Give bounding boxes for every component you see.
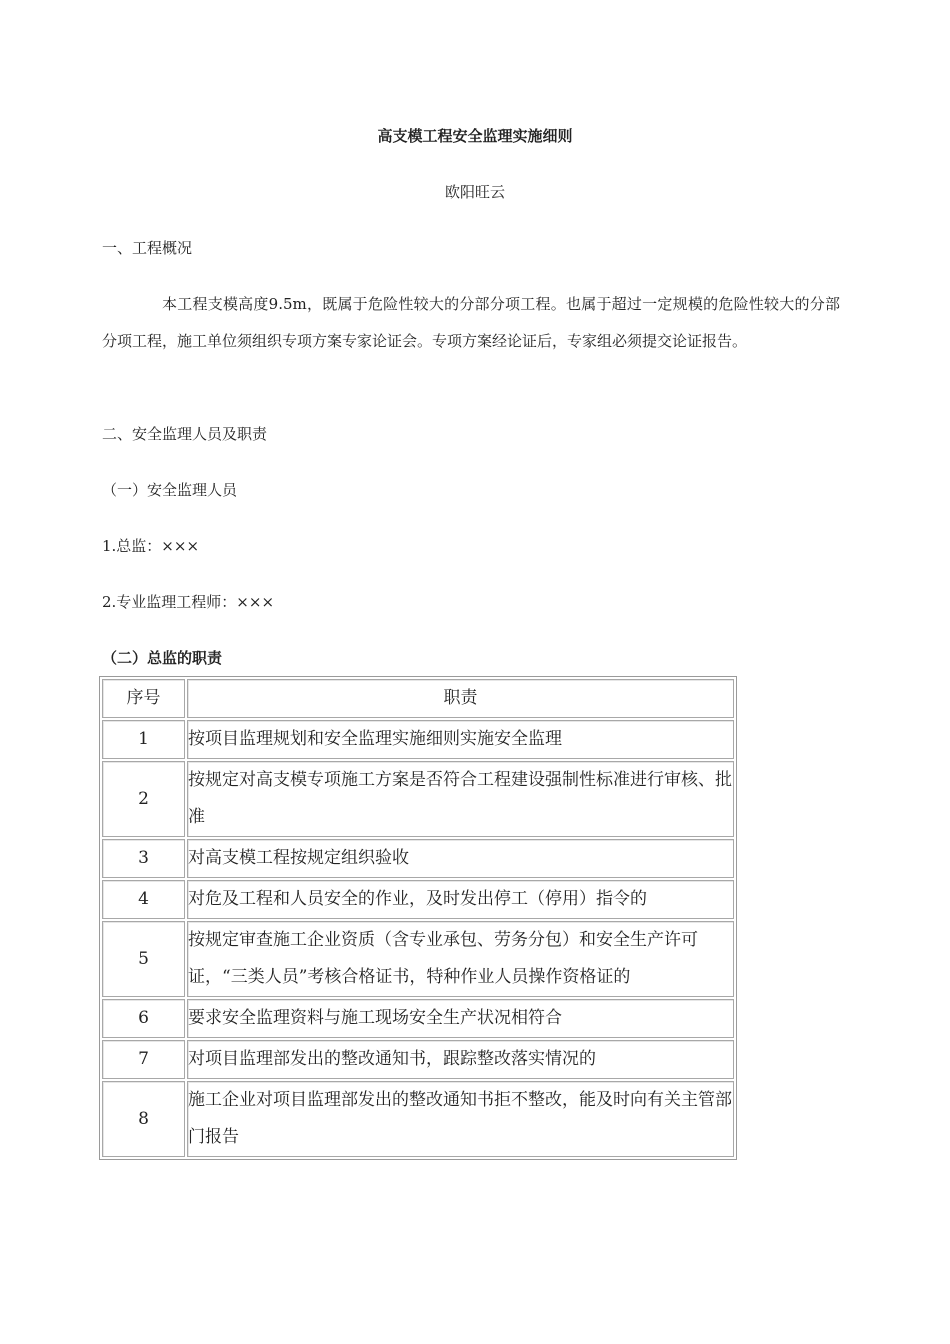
row-num: 6 [102,999,185,1038]
staff-engineer: 2.专业监理工程师：××× [102,593,275,611]
row-duty: 按规定对高支模专项施工方案是否符合工程建设强制性标准进行审核、批准 [187,761,734,837]
table-row [102,761,734,837]
row-duty: 对项目监理部发出的整改通知书，跟踪整改落实情况的 [187,1040,734,1079]
row-num: 4 [102,880,185,919]
section-heading-staff: 二、安全监理人员及职责 [102,425,268,443]
table-header-row [102,679,734,718]
subsection-heading-director-duties: （二）总监的职责 [102,649,223,667]
table-row [102,921,734,997]
document-author: 欧阳旺云 [444,183,505,201]
row-duty: 要求安全监理资料与施工现场安全生产状况相符合 [187,999,734,1038]
row-num: 3 [102,839,185,878]
row-duty: 对危及工程和人员安全的作业，及时发出停工（停用）指令的 [187,880,734,919]
row-num: 7 [102,1040,185,1079]
duties-table [99,676,737,1160]
table-row [102,839,734,878]
row-num: 5 [102,921,185,997]
row-num: 1 [102,720,185,759]
table-row [102,880,734,919]
table-row [102,1040,734,1079]
table-row [102,720,734,759]
table-row [102,999,734,1038]
header-duty: 职责 [187,679,734,718]
row-duty: 对高支模工程按规定组织验收 [187,839,734,878]
table-row [102,1081,734,1157]
row-num: 8 [102,1081,185,1157]
subsection-heading-staff: （一）安全监理人员 [102,481,238,499]
row-duty: 按规定审查施工企业资质（含专业承包、劳务分包）和安全生产许可证，“三类人员”考核合格证书，特种作业人员操作资格证的 [187,921,734,997]
document-title: 高支模工程安全监理实施细则 [377,127,573,145]
header-num: 序号 [102,679,185,718]
row-num: 2 [102,761,185,837]
section-heading-overview: 一、工程概况 [102,239,193,257]
staff-director: 1.总监：××× [102,537,200,555]
overview-paragraph: 本工程支模高度9.5m，既属于危险性较大的分部分项工程。也属于超过一定规模的危险性较大的分部分项工程，施工单位须组织专项方案专家论证会。专项方案经论证后，专家组必须提交论证报告。 [102,295,840,350]
row-duty: 按项目监理规划和安全监理实施细则实施安全监理 [187,720,734,759]
row-duty: 施工企业对项目监理部发出的整改通知书拒不整改，能及时向有关主管部门报告 [187,1081,734,1157]
